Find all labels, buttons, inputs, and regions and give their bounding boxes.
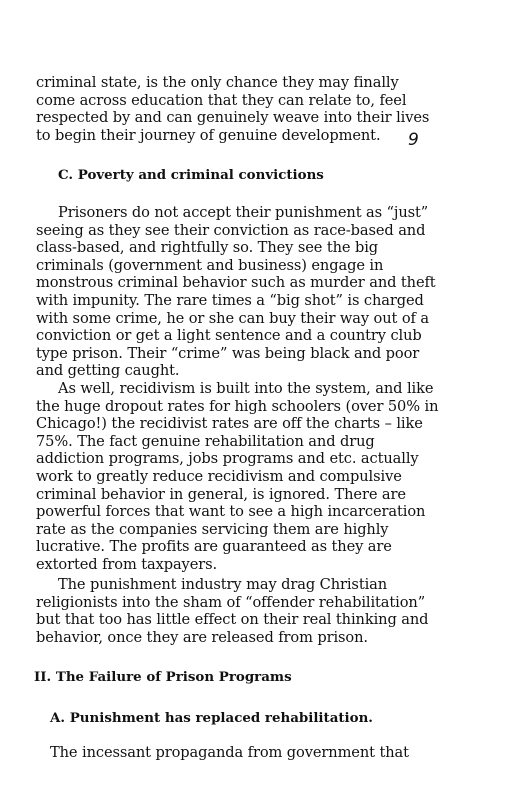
- section-heading-c: C. Poverty and criminal convictions: [58, 167, 324, 183]
- text-line: The incessant propaganda from government that: [50, 744, 409, 761]
- text-line: monstrous criminal behavior such as murder and theft: [36, 274, 436, 292]
- text-line: conviction or get a light sentence and a country club: [36, 327, 422, 345]
- text-line: come across education that they can relate to, feel: [36, 91, 407, 109]
- text-line: type prison. Their “crime” was being black and poor: [36, 344, 420, 362]
- text-line: seeing as they see their conviction as race-based and: [36, 221, 426, 239]
- text-line: religionists into the sham of “offender rehabilitation”: [36, 593, 426, 611]
- text-line: work to greatly reduce recidivism and compulsive: [36, 467, 402, 485]
- text-line: 75%. The fact genuine rehabilitation and drug: [36, 432, 375, 450]
- text-line: respected by and can genuinely weave into their lives: [36, 109, 430, 127]
- section-a-paragraph: [50, 744, 480, 762]
- section-c-paragraph-2: [36, 380, 466, 574]
- section-heading-a: A. Punishment has replaced rehabilitation.: [50, 710, 373, 726]
- text-line: Prisoners do not accept their punishment as “just”: [58, 204, 429, 221]
- page-number: 9: [408, 130, 419, 150]
- text-line: addiction programs, jobs programs and etc. actually: [36, 450, 419, 468]
- text-line: with some crime, he or she can buy their way out of a: [36, 309, 429, 327]
- text-line: The punishment industry may drag Christian: [58, 576, 388, 593]
- text-line: with impunity. The rare times a “big shot” is charged: [36, 291, 424, 309]
- text-line: As well, recidivism is built into the system, and like: [58, 380, 434, 397]
- text-line: extorted from taxpayers.: [36, 555, 218, 573]
- text-line: class-based, and rightfully so. They see the big: [36, 239, 379, 257]
- section-c-paragraph-1: [36, 204, 466, 380]
- text-line: criminals (government and business) engage in: [36, 256, 384, 274]
- section-c-paragraph-3: [36, 576, 466, 646]
- text-line: but that too has little effect on their real thinking and: [36, 611, 429, 629]
- text-line: powerful forces that want to see a high incarceration: [36, 503, 426, 521]
- text-line: behavior, once they are released from prison.: [36, 628, 368, 646]
- text-line: the huge dropout rates for high schoolers (over 50% in: [36, 397, 439, 415]
- text-line: and getting caught.: [36, 362, 180, 380]
- text-line: rate as the companies servicing them are highly: [36, 520, 389, 538]
- text-line: to begin their journey of genuine development.: [36, 126, 381, 144]
- text-line: Chicago!) the recidivist rates are off the charts – like: [36, 415, 423, 433]
- intro-paragraph: [36, 74, 466, 144]
- text-line: lucrative. The profits are guaranteed as they are: [36, 538, 392, 556]
- text-line: criminal behavior in general, is ignored. There are: [36, 485, 406, 503]
- text-line: criminal state, is the only chance they may finally: [36, 74, 399, 91]
- section-heading-ii: II. The Failure of Prison Programs: [34, 669, 292, 685]
